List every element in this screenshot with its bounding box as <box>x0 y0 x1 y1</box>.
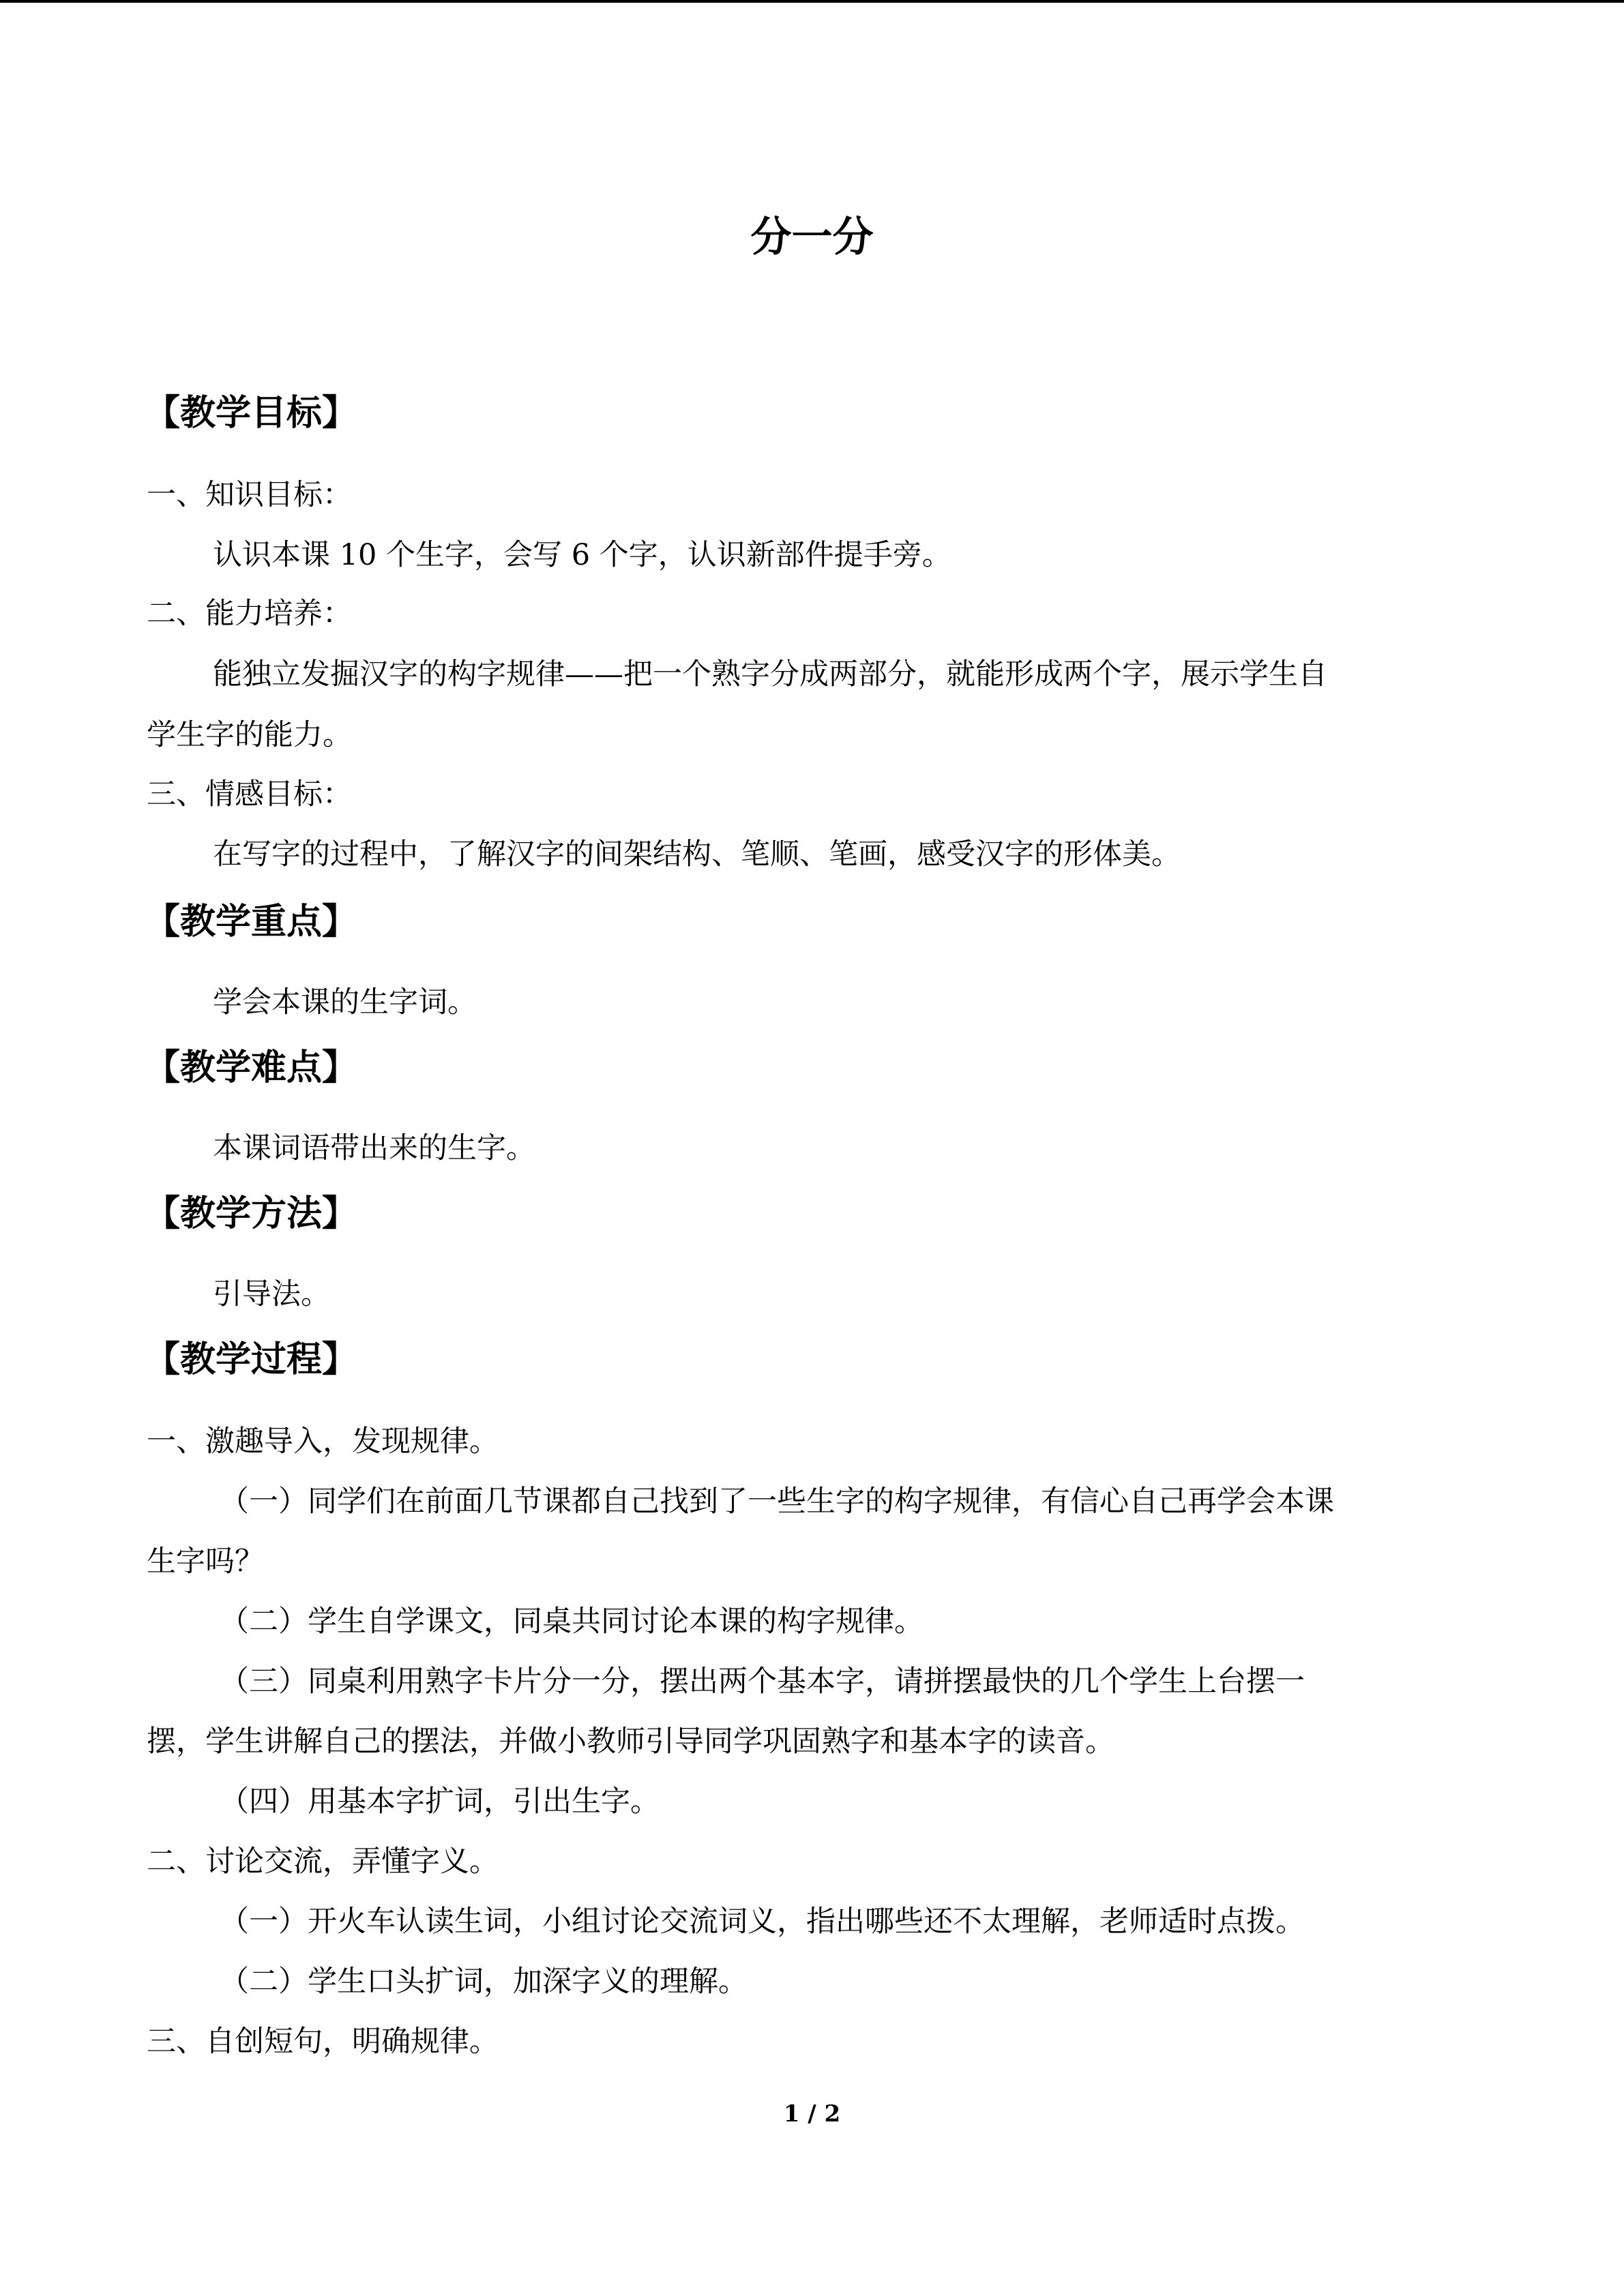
objective-1-text: 认识本课 10 个生字，会写 6 个字，认识新部件提手旁。 <box>213 538 951 572</box>
page-number: 1 / 2 <box>783 2100 841 2128</box>
methods-text: 引导法。 <box>213 1277 330 1311</box>
process-step-1d: （四）用基本字扩词，引出生字。 <box>220 1785 660 1819</box>
difficulties-text: 本课词语带出来的生字。 <box>213 1131 535 1165</box>
objective-2-text-line2: 学生字的能力。 <box>147 718 352 752</box>
process-step-2-label: 二、讨论交流，弄懂字义。 <box>147 1845 499 1879</box>
objective-2-text-line1: 能独立发掘汉字的构字规律——把一个熟字分成两部分，就能形成两个字，展示学生自 <box>213 657 1327 691</box>
process-step-1a-line1: （一）同学们在前面几节课都自己找到了一些生字的构字规律，有信心自己再学会本课 <box>220 1485 1334 1519</box>
section-heading-key-points: 【教学重点】 <box>145 901 358 942</box>
process-step-3-label: 三、自创短句，明确规律。 <box>147 2025 499 2059</box>
section-heading-objectives: 【教学目标】 <box>145 392 358 434</box>
objective-3-label: 三、情感目标： <box>147 777 352 811</box>
process-step-1c-line1: （三）同桌利用熟字卡片分一分，摆出两个基本字，请拼摆最快的几个学生上台摆一 <box>220 1665 1305 1699</box>
key-points-text: 学会本课的生字词。 <box>213 985 477 1019</box>
process-step-1-label: 一、激趣导入，发现规律。 <box>147 1425 499 1459</box>
process-step-1c-line2: 摆，学生讲解自己的摆法，并做小教师引导同学巩固熟字和基本字的读音。 <box>147 1725 1114 1759</box>
objective-3-text: 在写字的过程中，了解汉字的间架结构、笔顺、笔画，感受汉字的形体美。 <box>213 837 1181 871</box>
top-border-rule <box>0 0 1624 3</box>
objective-2-label: 二、能力培养： <box>147 597 352 631</box>
objective-1-label: 一、知识目标： <box>147 478 352 512</box>
section-heading-process: 【教学过程】 <box>145 1339 358 1380</box>
process-step-1a-line2: 生字吗？ <box>147 1545 264 1579</box>
section-heading-difficulties: 【教学难点】 <box>145 1047 358 1088</box>
section-heading-methods: 【教学方法】 <box>145 1193 358 1234</box>
page-title: 分一分 <box>750 213 874 261</box>
process-step-2b: （二）学生口头扩词，加深字义的理解。 <box>220 1965 748 1999</box>
process-step-2a: （一）开火车认读生词，小组讨论交流词义，指出哪些还不太理解，老师适时点拨。 <box>220 1905 1305 1939</box>
process-step-1b: （二）学生自学课文，同桌共同讨论本课的构字规律。 <box>220 1605 924 1639</box>
